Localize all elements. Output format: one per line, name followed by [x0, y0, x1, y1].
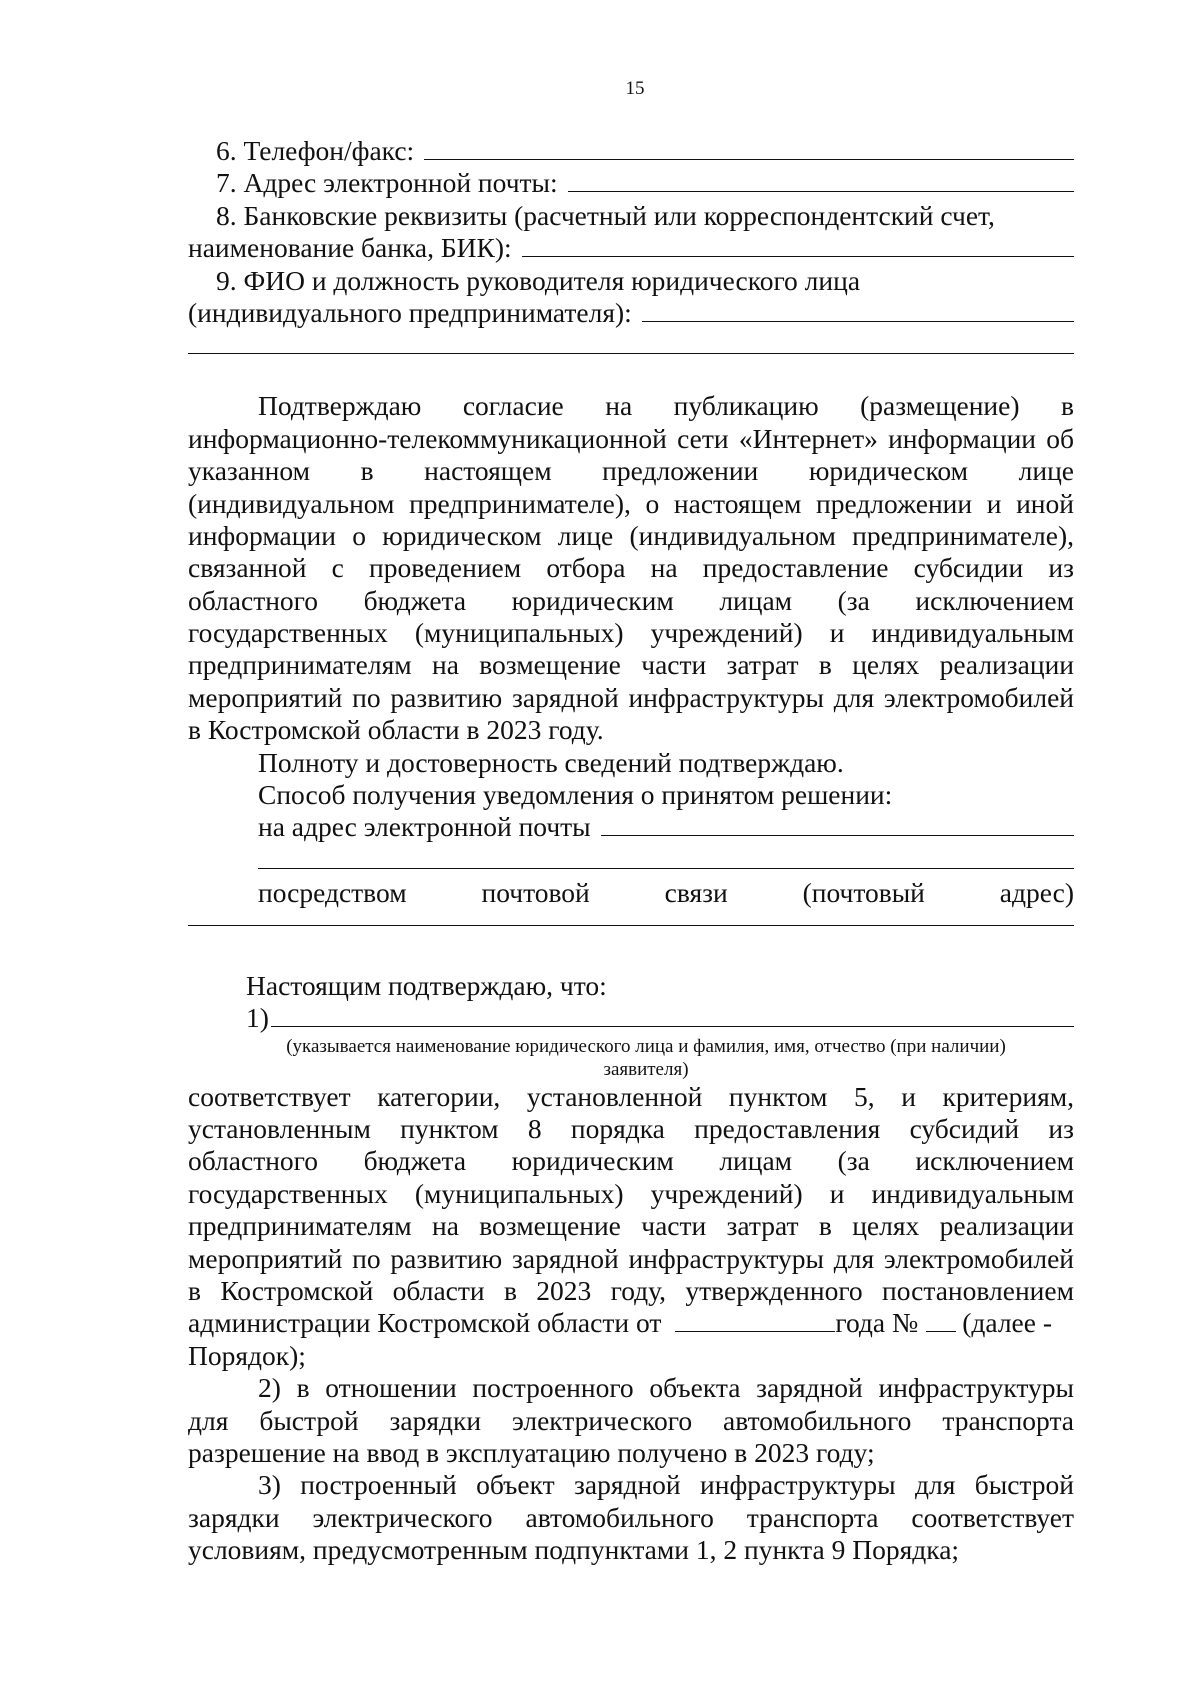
text-line: мероприятий по развитию зарядной инфраструктуры для электромобилей [188, 1242, 1074, 1274]
email-field-row [188, 167, 1074, 199]
admin-text: администрации Костромской области от [188, 1307, 662, 1339]
item1-line [188, 1210, 1074, 1242]
item3-paragraph [188, 1469, 1074, 1566]
consent-paragraph [188, 390, 1074, 746]
consent-line [188, 488, 1074, 520]
item2-paragraph [188, 1372, 1074, 1469]
completeness-confirm [188, 747, 1074, 779]
email-field-blank[interactable] [568, 169, 1074, 192]
decree-date-blank[interactable] [675, 1309, 835, 1332]
phone-field-row [188, 135, 1074, 167]
text-line: государственных (муниципальных) учреждений) и индивидуальным [188, 1177, 1074, 1209]
text-line: условиям, предусмотренным подпунктами 1, 2 пункта 9 Порядка; [188, 1534, 960, 1566]
head-label: 9. ФИО и должность руководителя юридического лица [216, 264, 861, 296]
post-option-label: посредством почтовой связи (почтовый адрес) [258, 876, 1074, 908]
bank-details-label-cont: наименование банка, БИК): [188, 232, 512, 264]
consent-line [188, 390, 1074, 422]
item3-line [188, 1502, 1074, 1534]
caption-line2: заявителя) [603, 1058, 689, 1080]
head-blank[interactable] [642, 299, 1074, 322]
text-line: Порядок); [188, 1339, 306, 1371]
item1-line [188, 1243, 1074, 1275]
applicant-name-blank[interactable] [271, 1004, 1074, 1027]
text-line: предпринимателям на возмещение части затрат в целях реализации [188, 649, 1074, 681]
consent-line [188, 552, 1074, 584]
text-line: предпринимателям на возмещение части затрат в целях реализации [188, 1210, 1074, 1242]
item1-admin-line [188, 1307, 1074, 1339]
spacer [188, 362, 1074, 390]
text-line: информационно-телекоммуникационной сети «Интернет» информации об [188, 422, 1074, 454]
item1-line [188, 1081, 1074, 1113]
text-line: областного бюджета юридическим лицам (за исключением [188, 584, 1074, 616]
item1-line [188, 1178, 1074, 1210]
hereby-title-text: Настоящим подтверждаю, что: [246, 969, 607, 1001]
hereinafter-text: (далее - [962, 1307, 1052, 1339]
phone-field-label: 6. Телефон/факс: [216, 135, 415, 166]
text-line: Подтверждаю согласие на публикацию (размещение) в [258, 390, 1074, 422]
item1-end-line [188, 1340, 1074, 1372]
notification-title [188, 779, 1074, 811]
item2-end-line [188, 1437, 1074, 1469]
text-line: указанном в настоящем предложении юридическом лице [188, 455, 1074, 487]
completeness-text: Полноту и достоверность сведений подтверждаю. [258, 746, 844, 778]
consent-line [188, 649, 1074, 681]
item3-line [188, 1469, 1074, 1501]
email-option-blank-extra[interactable] [258, 844, 1074, 869]
consent-line [188, 455, 1074, 487]
item1-paragraph [188, 1081, 1074, 1373]
text-line: 3) построенный объект зарядной инфраструктуры для быстрой [258, 1469, 1074, 1501]
text-line: в Костромской области в 2023 году, утвержденного постановлением [188, 1274, 1074, 1306]
email-field-label: 7. Адрес электронной почты: [216, 167, 558, 199]
bank-details-line1 [188, 200, 1074, 232]
consent-line [188, 617, 1074, 649]
post-option-row [188, 877, 1074, 913]
item2-line [188, 1405, 1074, 1437]
post-address-blank[interactable] [188, 913, 1074, 926]
consent-line [188, 682, 1074, 714]
item1-name-row [188, 1002, 1074, 1034]
bank-details-label: 8. Банковские реквизиты (расчетный или корреспондентский счет, [216, 199, 995, 231]
text-line: государственных (муниципальных) учреждений) и индивидуальным [188, 617, 1074, 649]
head-line2 [188, 297, 1074, 329]
text-line: соответствует категории, установленной пунктом 5, и критериям, [188, 1080, 1074, 1112]
email-option-label: на адрес электронной почты [258, 811, 591, 843]
text-line: мероприятий по развитию зарядной инфраструктуры для электромобилей [188, 681, 1074, 713]
notification-title-text: Способ получения уведомления о принятом решении: [258, 779, 893, 811]
page-number: 15 [625, 78, 645, 99]
bank-details-line2 [188, 232, 1074, 264]
consent-line [188, 423, 1074, 455]
head-line1 [188, 265, 1074, 297]
phone-field-blank[interactable] [424, 137, 1074, 160]
text-line: в Костромской области в 2023 году. [188, 714, 604, 746]
item3-end-line [188, 1534, 1074, 1566]
form-content [188, 135, 1074, 1566]
consent-line [188, 520, 1074, 552]
decree-number-blank[interactable] [926, 1309, 956, 1332]
head-label-cont: (индивидуального предпринимателя): [188, 296, 632, 328]
item1-line [188, 1275, 1074, 1307]
email-option-row [188, 811, 1074, 843]
head-blank-extra[interactable] [188, 329, 1074, 354]
text-line: информации о юридическом лице (индивидуальном предпринимателе), [188, 519, 1074, 551]
email-option-blank[interactable] [601, 813, 1074, 836]
decree-year-text: года № [835, 1307, 919, 1339]
caption-line1: (указывается наименование юридического лица и фамилия, имя, отчество (при наличии) [286, 1035, 1006, 1057]
spacer [188, 934, 1074, 970]
hereby-title [188, 970, 1074, 1002]
text-line: для быстрой зарядки электрического автомобильного транспорта [188, 1404, 1074, 1436]
text-line: связанной с проведением отбора на предоставление субсидии из [188, 552, 1074, 584]
text-line: разрешение на ввод в эксплуатацию получено в 2023 году; [188, 1436, 875, 1468]
item2-line [188, 1372, 1074, 1404]
text-line: областного бюджета юридическим лицам (за исключением [188, 1145, 1074, 1177]
text-line: установленным пунктом 8 порядка предоставления субсидий из [188, 1112, 1074, 1144]
item1-line [188, 1113, 1074, 1145]
text-line: зарядки электрического автомобильного транспорта соответствует [188, 1501, 1074, 1533]
consent-line-last [188, 714, 1074, 746]
consent-line [188, 585, 1074, 617]
bank-details-blank[interactable] [522, 234, 1074, 257]
item1-number: 1) [246, 1002, 269, 1034]
text-line: (индивидуальном предпринимателе), о настоящем предложении и иной [188, 487, 1074, 519]
item1-line [188, 1145, 1074, 1177]
applicant-caption [188, 1035, 1074, 1081]
text-line: 2) в отношении построенного объекта зарядной инфраструктуры [258, 1372, 1074, 1404]
